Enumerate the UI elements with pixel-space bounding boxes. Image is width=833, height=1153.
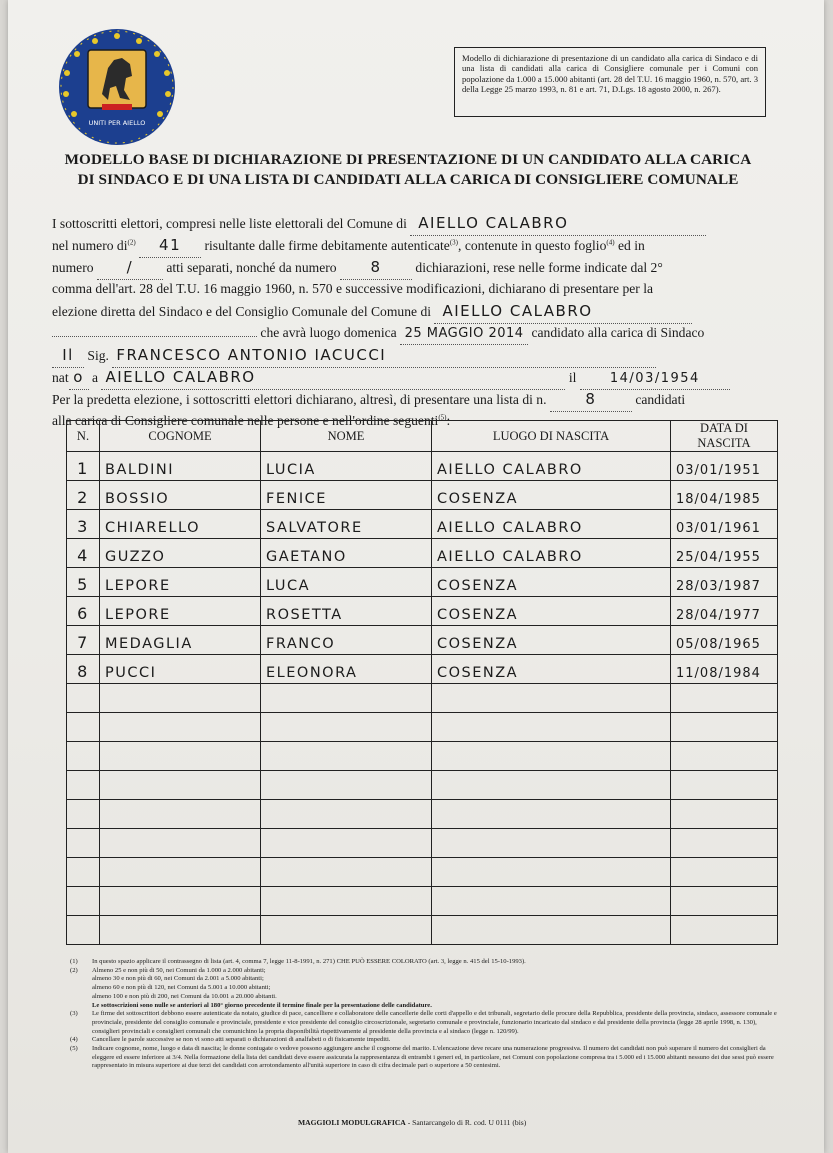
- header-luogo: LUOGO DI NASCITA: [432, 421, 671, 452]
- table-row-empty: [67, 684, 778, 713]
- footnote: [70, 967, 782, 976]
- empty-cell[interactable]: [67, 684, 100, 713]
- footnote-text: almeno 30 e non più di 60, nei Comuni da 2.001 a 5.000 abitanti;: [92, 975, 264, 983]
- nome-cell[interactable]: ELEONORA: [261, 655, 432, 684]
- empty-cell[interactable]: [67, 742, 100, 771]
- footnote: [70, 1010, 782, 1036]
- empty-cell[interactable]: [671, 858, 778, 887]
- empty-cell[interactable]: [432, 742, 671, 771]
- document-title: [48, 150, 768, 190]
- empty-cell[interactable]: [67, 771, 100, 800]
- footnote-key: [70, 1002, 92, 1011]
- luogo-cell[interactable]: COSENZA: [432, 568, 671, 597]
- empty-cell[interactable]: [100, 858, 261, 887]
- footnote-key: (4): [70, 1036, 78, 1044]
- empty-cell[interactable]: [100, 713, 261, 742]
- numero-candidati-field[interactable]: 8: [550, 388, 632, 412]
- body-line-8: nat o a AIELLO CALABRO il 14/03/1954: [52, 366, 772, 388]
- party-logo: [58, 28, 176, 146]
- footnote-key: (3): [70, 1010, 78, 1018]
- data-cell[interactable]: 11/08/1984: [671, 655, 778, 684]
- footnote: [70, 1036, 782, 1045]
- body-line-3: numero / atti separati, nonché da numero 8 dichiarazioni, rese nelle forme indicate dal 2°: [52, 256, 772, 278]
- candidates-table: [66, 420, 778, 945]
- table-row: [67, 510, 778, 539]
- cognome-cell[interactable]: LEPORE: [100, 597, 261, 626]
- data-nascita-field[interactable]: 14/03/1954: [580, 369, 730, 390]
- body-line-7: Il Sig. FRANCESCO ANTONIO IACUCCI: [52, 344, 772, 366]
- empty-cell[interactable]: [432, 771, 671, 800]
- footnote-text: Cancellare le parole successive se non vi sono atti separati o dichiarazioni di analfabeti o di fisicamente impediti.: [92, 1036, 391, 1044]
- footnote-text: almeno 60 e non più di 120, nei Comuni da 5.001 a 10.000 abitanti;: [92, 984, 271, 992]
- cognome-cell[interactable]: MEDAGLIA: [100, 626, 261, 655]
- luogo-cell[interactable]: AIELLO CALABRO: [432, 452, 671, 481]
- nome-cell[interactable]: SALVATORE: [261, 510, 432, 539]
- empty-cell[interactable]: [671, 771, 778, 800]
- empty-cell[interactable]: [671, 829, 778, 858]
- luogo-cell[interactable]: COSENZA: [432, 481, 671, 510]
- empty-cell[interactable]: [67, 829, 100, 858]
- table-row: [67, 655, 778, 684]
- row-number[interactable]: 8: [67, 655, 100, 684]
- atti-separati-field[interactable]: /: [97, 256, 163, 280]
- cognome-cell[interactable]: BALDINI: [100, 452, 261, 481]
- data-elezione-field[interactable]: 25 MAGGIO 2014: [400, 324, 528, 345]
- table-row-empty: [67, 916, 778, 945]
- data-cell[interactable]: 03/01/1951: [671, 452, 778, 481]
- publisher-footer: MAGGIOLI MODULGRAFICA - Santarcangelo di R. cod. U 0111 (bis): [298, 1118, 527, 1127]
- table-header-row: [67, 421, 778, 452]
- nome-cell[interactable]: FRANCO: [261, 626, 432, 655]
- empty-cell[interactable]: [432, 887, 671, 916]
- table-row: [67, 626, 778, 655]
- body-line-10: alla carica di Consigliere comunale nelle persone e nell'ordine seguenti$^{(5)}$:: [52, 413, 451, 428]
- logo-motto: UNITI PER AIELLO: [88, 119, 146, 127]
- comune-elezione-field[interactable]: AIELLO CALABRO: [434, 300, 692, 324]
- cognome-cell[interactable]: BOSSIO: [100, 481, 261, 510]
- empty-cell[interactable]: [261, 829, 432, 858]
- empty-cell[interactable]: [671, 684, 778, 713]
- data-cell[interactable]: 18/04/1985: [671, 481, 778, 510]
- data-cell[interactable]: 28/03/1987: [671, 568, 778, 597]
- empty-cell[interactable]: [671, 742, 778, 771]
- footnote-text: almeno 100 e non più di 200, nei Comuni da 10.001 a 20.000 abitanti.: [92, 992, 277, 1000]
- empty-cell[interactable]: [432, 684, 671, 713]
- empty-cell[interactable]: [261, 887, 432, 916]
- body-line-5: elezione diretta del Sindaco e del Consiglio Comunale del Comune di AIELLO CALABRO: [52, 300, 772, 322]
- body-line-4: comma dell'art. 28 del T.U. 16 maggio 1960, n. 570 e successive modificazioni, dichiarano di presentare per la: [52, 281, 654, 296]
- footnote-key: [70, 975, 92, 984]
- nome-cell[interactable]: FENICE: [261, 481, 432, 510]
- row-number[interactable]: 5: [67, 568, 100, 597]
- table-row: [67, 597, 778, 626]
- cognome-cell[interactable]: CHIARELLO: [100, 510, 261, 539]
- empty-cell[interactable]: [261, 771, 432, 800]
- empty-cell[interactable]: [671, 800, 778, 829]
- header-data: DATA DI NASCITA: [671, 421, 778, 452]
- empty-cell[interactable]: [432, 916, 671, 945]
- numero-firme-field[interactable]: 41: [139, 234, 201, 258]
- body-line-2: nel numero $di^{(2)}$ 41 risultante dalle firme debitamente autenticate$^{(3)}$, contenute in questo foglio$^{(4)}$ ed in: [52, 234, 772, 256]
- empty-cell[interactable]: [671, 887, 778, 916]
- footnote-key: (5): [70, 1045, 78, 1053]
- footnote: [70, 993, 782, 1002]
- model-reference-box: Modello di dichiarazione di presentazione di un candidato alla carica di Sindaco e di una lista di candidati alla carica di Consigliere comunale per i Comuni con popolazione da 1.000 a 15.000 abitanti (art. 28 del T.U. 16 maggio 1960, n. 570, art. 3 della Legge 25 marzo 1993, n. 81 e art. 71, D.Lgs. 18 agosto 2000, n. 267).: [454, 47, 766, 117]
- comune-field[interactable]: AIELLO CALABRO: [410, 212, 706, 236]
- footnotes: [70, 958, 782, 1071]
- table-row-empty: [67, 829, 778, 858]
- nome-cell[interactable]: ROSETTA: [261, 597, 432, 626]
- row-number[interactable]: 4: [67, 539, 100, 568]
- title-line-1: MODELLO BASE DI DICHIARAZIONE DI PRESENTAZIONE DI UN CANDIDATO ALLA CARICA: [64, 151, 752, 168]
- empty-cell[interactable]: [100, 829, 261, 858]
- footnote: [70, 975, 782, 984]
- data-cell[interactable]: 25/04/1955: [671, 539, 778, 568]
- empty-cell[interactable]: [261, 684, 432, 713]
- empty-cell[interactable]: [100, 684, 261, 713]
- dichiarazioni-field[interactable]: 8: [340, 256, 412, 280]
- nome-cell[interactable]: LUCIA: [261, 452, 432, 481]
- header-cognome: COGNOME: [100, 421, 261, 452]
- empty-cell[interactable]: [67, 916, 100, 945]
- footnote-text: Almeno 25 e non più di 50, nei Comuni da 1.000 a 2.000 abitanti;: [92, 966, 266, 974]
- cognome-cell[interactable]: LEPORE: [100, 568, 261, 597]
- table-row-empty: [67, 858, 778, 887]
- footnote-text: In questo spazio applicare il contrassegno di lista (art. 4, comma 7, legge 11-8-1991, n. 271) CHE PUÒ ESSERE COLORATO (art. 3, legge n. 415 del 15-10-1993).: [92, 958, 526, 965]
- footnote-key: [70, 993, 92, 1002]
- table-row-empty: [67, 713, 778, 742]
- empty-cell[interactable]: [261, 713, 432, 742]
- footnote: [70, 1045, 782, 1071]
- cognome-cell[interactable]: GUZZO: [100, 539, 261, 568]
- empty-cell[interactable]: [100, 800, 261, 829]
- empty-cell[interactable]: [67, 887, 100, 916]
- footnote: [70, 1002, 782, 1011]
- table-row: [67, 568, 778, 597]
- title-line-2: DI SINDACO E DI UNA LISTA DI CANDIDATI ALLA CARICA DI CONSIGLIERE COMUNALE: [77, 170, 739, 188]
- empty-cell[interactable]: [261, 742, 432, 771]
- luogo-nascita-field[interactable]: AIELLO CALABRO: [101, 366, 565, 390]
- empty-cell[interactable]: [100, 887, 261, 916]
- footnote: [70, 958, 782, 967]
- cognome-cell[interactable]: PUCCI: [100, 655, 261, 684]
- body-line-9: Per la predetta elezione, i sottoscritti elettori dichiarano, altresì, di presentare una lista di n. 8 candidati: [52, 388, 772, 410]
- empty-cell[interactable]: [432, 800, 671, 829]
- empty-cell[interactable]: [432, 829, 671, 858]
- table-row-empty: [67, 771, 778, 800]
- row-number[interactable]: 1: [67, 452, 100, 481]
- declaration-body: [52, 212, 772, 432]
- empty-cell[interactable]: [671, 916, 778, 945]
- empty-cell[interactable]: [432, 858, 671, 887]
- row-number[interactable]: 6: [67, 597, 100, 626]
- footnote-key: [70, 984, 92, 993]
- empty-cell[interactable]: [261, 858, 432, 887]
- genere-field[interactable]: o: [69, 366, 89, 390]
- nome-cell[interactable]: GAETANO: [261, 539, 432, 568]
- footnote-text: Indicare cognome, nome, luogo e data di nascita; le donne coniugate o vedove possono aggiungere anche il cognome del marito. L'elencazione deve recare una numerazione progressiva. Il numero dei candidati non può superare il numero dei consiglieri da eleggere ed essere inferiore ai 3/4. Nella formazione della lista dei candidati deve essere assicurata la rappresentanza di entrambi i generi ed, in particolare, nei Comuni con popolazione compresa tra i 5.000 ed i 15.000 abitanti nessuno dei due sessi può essere rappresentato in misura superiore ai due terzi dei candidati con arrotondamento all'unità superiore in caso di cifra decimale pari o superiore a 50 centesimi.: [92, 1045, 774, 1070]
- data-cell[interactable]: 05/08/1965: [671, 626, 778, 655]
- empty-cell[interactable]: [67, 800, 100, 829]
- candidato-sindaco-field[interactable]: FRANCESCO ANTONIO IACUCCI: [112, 344, 656, 368]
- header-nome: NOME: [261, 421, 432, 452]
- table-row-empty: [67, 887, 778, 916]
- data-cell[interactable]: 28/04/1977: [671, 597, 778, 626]
- table-row-empty: [67, 800, 778, 829]
- empty-cell[interactable]: [100, 771, 261, 800]
- titolo-field[interactable]: Il: [52, 344, 84, 368]
- empty-cell[interactable]: [261, 800, 432, 829]
- footnote: [70, 984, 782, 993]
- footnote-text: Le firme dei sottoscrittori debbono essere autenticate da notaio, giudice di pace, cancelliere e collaboratore delle cancellerie delle corti d'appello e dei tribunali, segretario delle procure della Repubblica, presidente della provincia, sindaco, assessore comunale e provinciale, presidente del consiglio comunale e provinciale, presidente e vice presidente del consiglio circoscrizionale, segretario comunale e provinciale, funzionario incaricato dal sindaco e dal presidente della provincia (legge 28 aprile 1998, n. 130), consiglieri provinciali e consiglieri comunali che comunichino la propria disponibilità rispettivamente al presidente della provincia e al sindaco (legge n. 120/99).: [92, 1010, 777, 1035]
- empty-cell[interactable]: [261, 916, 432, 945]
- empty-cell[interactable]: [67, 858, 100, 887]
- document-sheet: [8, 0, 824, 1153]
- empty-cell[interactable]: [671, 713, 778, 742]
- candidates-body: [67, 452, 778, 945]
- table-row: [67, 481, 778, 510]
- luogo-cell[interactable]: COSENZA: [432, 597, 671, 626]
- row-number[interactable]: 7: [67, 626, 100, 655]
- footnote-text: Le sottoscrizioni sono nulle se anteriori al 180° giorno precedente il termine finale per la presentazione delle candidature.: [92, 1001, 432, 1009]
- nome-cell[interactable]: LUCA: [261, 568, 432, 597]
- luogo-cell[interactable]: AIELLO CALABRO: [432, 510, 671, 539]
- table-row: [67, 452, 778, 481]
- luogo-cell[interactable]: AIELLO CALABRO: [432, 539, 671, 568]
- empty-cell[interactable]: [100, 742, 261, 771]
- empty-cell[interactable]: [67, 713, 100, 742]
- row-number[interactable]: 2: [67, 481, 100, 510]
- table-row-empty: [67, 742, 778, 771]
- table-row: [67, 539, 778, 568]
- luogo-cell[interactable]: COSENZA: [432, 655, 671, 684]
- data-cell[interactable]: 03/01/1961: [671, 510, 778, 539]
- header-n: N.: [67, 421, 100, 452]
- footnote-key: (1): [70, 958, 78, 965]
- body-line-6: che avrà luogo domenica 25 MAGGIO 2014 candidato alla carica di Sindaco: [52, 322, 772, 344]
- empty-cell[interactable]: [432, 713, 671, 742]
- empty-cell[interactable]: [100, 916, 261, 945]
- body-line-1: I sottoscritti elettori, compresi nelle liste elettorali del Comune di AIELLO CALABRO: [52, 212, 772, 234]
- row-number[interactable]: 3: [67, 510, 100, 539]
- luogo-cell[interactable]: COSENZA: [432, 626, 671, 655]
- footnote-key: (2): [70, 966, 78, 974]
